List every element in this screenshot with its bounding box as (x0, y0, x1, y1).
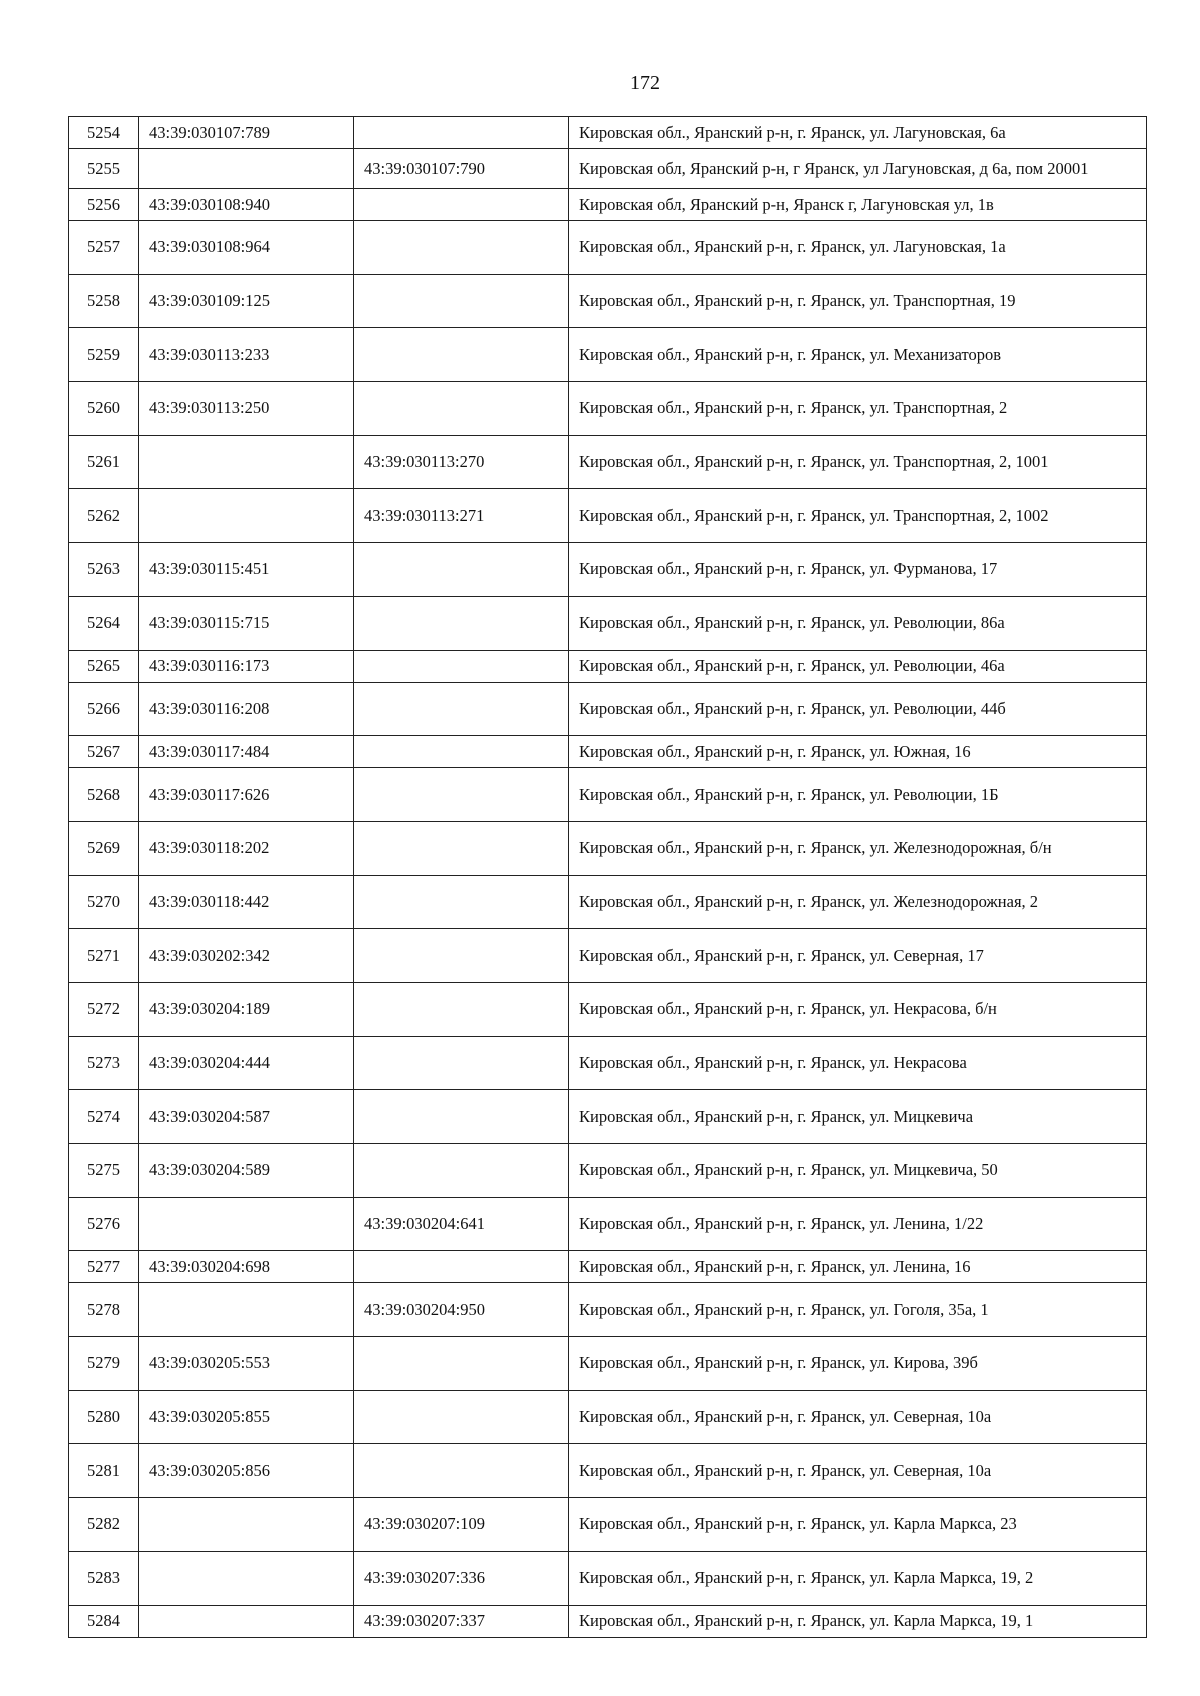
land-cadastral-cell (139, 1605, 354, 1637)
land-cadastral-cell: 43:39:030205:553 (139, 1337, 354, 1391)
address-cell: Кировская обл., Яранский р-н, г. Яранск, ул. Северная, 17 (569, 929, 1147, 983)
land-cadastral-cell: 43:39:030108:940 (139, 189, 354, 221)
table-row (69, 328, 1147, 382)
table-row (69, 736, 1147, 768)
table-row (69, 1036, 1147, 1090)
row-number-cell: 5283 (69, 1551, 139, 1605)
table-row (69, 1283, 1147, 1337)
land-cadastral-cell: 43:39:030113:250 (139, 382, 354, 436)
address-cell: Кировская обл., Яранский р-н, г. Яранск, ул. Северная, 10а (569, 1444, 1147, 1498)
land-cadastral-cell: 43:39:030107:789 (139, 117, 354, 149)
row-number-cell: 5275 (69, 1144, 139, 1198)
land-cadastral-cell: 43:39:030202:342 (139, 929, 354, 983)
table-row (69, 682, 1147, 736)
table-row (69, 1605, 1147, 1637)
land-cadastral-cell (139, 435, 354, 489)
land-cadastral-cell: 43:39:030113:233 (139, 328, 354, 382)
address-cell: Кировская обл., Яранский р-н, г. Яранск, ул. Северная, 10а (569, 1390, 1147, 1444)
table-row (69, 821, 1147, 875)
address-cell: Кировская обл., Яранский р-н, г. Яранск, ул. Лагуновская, 6а (569, 117, 1147, 149)
address-cell: Кировская обл., Яранский р-н, г. Яранск, ул. Революции, 86а (569, 596, 1147, 650)
land-cadastral-cell (139, 149, 354, 189)
object-cadastral-cell: 43:39:030204:641 (354, 1197, 569, 1251)
object-cadastral-cell (354, 543, 569, 597)
object-cadastral-cell (354, 596, 569, 650)
object-cadastral-cell: 43:39:030204:950 (354, 1283, 569, 1337)
object-cadastral-cell (354, 1036, 569, 1090)
object-cadastral-cell (354, 982, 569, 1036)
object-cadastral-cell (354, 382, 569, 436)
land-cadastral-cell (139, 489, 354, 543)
address-cell: Кировская обл, Яранский р-н, Яранск г, Лагуновская ул, 1в (569, 189, 1147, 221)
object-cadastral-cell (354, 189, 569, 221)
table-row (69, 1498, 1147, 1552)
row-number-cell: 5280 (69, 1390, 139, 1444)
object-cadastral-cell (354, 117, 569, 149)
land-cadastral-cell: 43:39:030204:587 (139, 1090, 354, 1144)
row-number-cell: 5259 (69, 328, 139, 382)
row-number-cell: 5265 (69, 650, 139, 682)
address-cell: Кировская обл., Яранский р-н, г. Яранск, ул. Карла Маркса, 19, 2 (569, 1551, 1147, 1605)
registry-table-body (69, 117, 1147, 1638)
address-cell: Кировская обл, Яранский р-н, г Яранск, ул Лагуновская, д 6а, пом 20001 (569, 149, 1147, 189)
row-number-cell: 5267 (69, 736, 139, 768)
table-row (69, 875, 1147, 929)
table-row (69, 489, 1147, 543)
row-number-cell: 5254 (69, 117, 139, 149)
table-row (69, 1551, 1147, 1605)
address-cell: Кировская обл., Яранский р-н, г. Яранск, ул. Лагуновская, 1а (569, 221, 1147, 275)
land-cadastral-cell: 43:39:030115:715 (139, 596, 354, 650)
table-row (69, 274, 1147, 328)
object-cadastral-cell: 43:39:030113:270 (354, 435, 569, 489)
row-number-cell: 5269 (69, 821, 139, 875)
table-row (69, 149, 1147, 189)
table-row (69, 1337, 1147, 1391)
address-cell: Кировская обл., Яранский р-н, г. Яранск, ул. Мицкевича, 50 (569, 1144, 1147, 1198)
row-number-cell: 5281 (69, 1444, 139, 1498)
object-cadastral-cell (354, 328, 569, 382)
land-cadastral-cell (139, 1498, 354, 1552)
address-cell: Кировская обл., Яранский р-н, г. Яранск, ул. Революции, 44б (569, 682, 1147, 736)
address-cell: Кировская обл., Яранский р-н, г. Яранск, ул. Механизаторов (569, 328, 1147, 382)
object-cadastral-cell (354, 274, 569, 328)
row-number-cell: 5266 (69, 682, 139, 736)
address-cell: Кировская обл., Яранский р-н, г. Яранск, ул. Мицкевича (569, 1090, 1147, 1144)
object-cadastral-cell (354, 929, 569, 983)
table-row (69, 1197, 1147, 1251)
row-number-cell: 5257 (69, 221, 139, 275)
land-cadastral-cell: 43:39:030118:442 (139, 875, 354, 929)
table-row (69, 1390, 1147, 1444)
address-cell: Кировская обл., Яранский р-н, г. Яранск, ул. Некрасова (569, 1036, 1147, 1090)
object-cadastral-cell: 43:39:030207:109 (354, 1498, 569, 1552)
land-cadastral-cell: 43:39:030118:202 (139, 821, 354, 875)
object-cadastral-cell (354, 821, 569, 875)
address-cell: Кировская обл., Яранский р-н, г. Яранск, ул. Транспортная, 2, 1002 (569, 489, 1147, 543)
row-number-cell: 5276 (69, 1197, 139, 1251)
row-number-cell: 5268 (69, 768, 139, 822)
land-cadastral-cell (139, 1283, 354, 1337)
row-number-cell: 5273 (69, 1036, 139, 1090)
row-number-cell: 5261 (69, 435, 139, 489)
table-row (69, 435, 1147, 489)
row-number-cell: 5278 (69, 1283, 139, 1337)
address-cell: Кировская обл., Яранский р-н, г. Яранск, ул. Революции, 1Б (569, 768, 1147, 822)
address-cell: Кировская обл., Яранский р-н, г. Яранск, ул. Транспортная, 2, 1001 (569, 435, 1147, 489)
address-cell: Кировская обл., Яранский р-н, г. Яранск, ул. Железнодорожная, 2 (569, 875, 1147, 929)
object-cadastral-cell: 43:39:030107:790 (354, 149, 569, 189)
object-cadastral-cell (354, 221, 569, 275)
object-cadastral-cell (354, 1390, 569, 1444)
row-number-cell: 5284 (69, 1605, 139, 1637)
row-number-cell: 5258 (69, 274, 139, 328)
land-cadastral-cell: 43:39:030204:444 (139, 1036, 354, 1090)
land-cadastral-cell: 43:39:030117:484 (139, 736, 354, 768)
object-cadastral-cell: 43:39:030207:336 (354, 1551, 569, 1605)
table-row (69, 929, 1147, 983)
address-cell: Кировская обл., Яранский р-н, г. Яранск, ул. Ленина, 1/22 (569, 1197, 1147, 1251)
row-number-cell: 5262 (69, 489, 139, 543)
address-cell: Кировская обл., Яранский р-н, г. Яранск, ул. Железнодорожная, б/н (569, 821, 1147, 875)
row-number-cell: 5260 (69, 382, 139, 436)
object-cadastral-cell: 43:39:030113:271 (354, 489, 569, 543)
table-row (69, 221, 1147, 275)
address-cell: Кировская обл., Яранский р-н, г. Яранск, ул. Транспортная, 19 (569, 274, 1147, 328)
land-cadastral-cell: 43:39:030204:698 (139, 1251, 354, 1283)
object-cadastral-cell (354, 1144, 569, 1198)
land-cadastral-cell: 43:39:030109:125 (139, 274, 354, 328)
land-cadastral-cell (139, 1551, 354, 1605)
table-row (69, 1144, 1147, 1198)
table-row (69, 982, 1147, 1036)
object-cadastral-cell (354, 650, 569, 682)
land-cadastral-cell (139, 1197, 354, 1251)
address-cell: Кировская обл., Яранский р-н, г. Яранск, ул. Транспортная, 2 (569, 382, 1147, 436)
address-cell: Кировская обл., Яранский р-н, г. Яранск, ул. Революции, 46а (569, 650, 1147, 682)
row-number-cell: 5255 (69, 149, 139, 189)
land-cadastral-cell: 43:39:030205:855 (139, 1390, 354, 1444)
table-row (69, 543, 1147, 597)
object-cadastral-cell (354, 875, 569, 929)
object-cadastral-cell (354, 1090, 569, 1144)
address-cell: Кировская обл., Яранский р-н, г. Яранск, ул. Кирова, 39б (569, 1337, 1147, 1391)
land-cadastral-cell: 43:39:030115:451 (139, 543, 354, 597)
row-number-cell: 5272 (69, 982, 139, 1036)
address-cell: Кировская обл., Яранский р-н, г. Яранск, ул. Карла Маркса, 19, 1 (569, 1605, 1147, 1637)
row-number-cell: 5277 (69, 1251, 139, 1283)
land-cadastral-cell: 43:39:030117:626 (139, 768, 354, 822)
land-cadastral-cell: 43:39:030204:589 (139, 1144, 354, 1198)
table-row (69, 768, 1147, 822)
table-row (69, 650, 1147, 682)
land-cadastral-cell: 43:39:030116:173 (139, 650, 354, 682)
row-number-cell: 5270 (69, 875, 139, 929)
object-cadastral-cell (354, 736, 569, 768)
row-number-cell: 5279 (69, 1337, 139, 1391)
address-cell: Кировская обл., Яранский р-н, г. Яранск, ул. Ленина, 16 (569, 1251, 1147, 1283)
row-number-cell: 5271 (69, 929, 139, 983)
row-number-cell: 5274 (69, 1090, 139, 1144)
row-number-cell: 5263 (69, 543, 139, 597)
address-cell: Кировская обл., Яранский р-н, г. Яранск, ул. Некрасова, б/н (569, 982, 1147, 1036)
object-cadastral-cell (354, 1251, 569, 1283)
table-row (69, 1444, 1147, 1498)
land-cadastral-cell: 43:39:030204:189 (139, 982, 354, 1036)
object-cadastral-cell (354, 682, 569, 736)
address-cell: Кировская обл., Яранский р-н, г. Яранск, ул. Карла Маркса, 23 (569, 1498, 1147, 1552)
table-row (69, 1251, 1147, 1283)
land-cadastral-cell: 43:39:030116:208 (139, 682, 354, 736)
table-row (69, 189, 1147, 221)
object-cadastral-cell (354, 1444, 569, 1498)
table-row (69, 382, 1147, 436)
address-cell: Кировская обл., Яранский р-н, г. Яранск, ул. Южная, 16 (569, 736, 1147, 768)
address-cell: Кировская обл., Яранский р-н, г. Яранск, ул. Гоголя, 35а, 1 (569, 1283, 1147, 1337)
row-number-cell: 5256 (69, 189, 139, 221)
object-cadastral-cell: 43:39:030207:337 (354, 1605, 569, 1637)
address-cell: Кировская обл., Яранский р-н, г. Яранск, ул. Фурманова, 17 (569, 543, 1147, 597)
table-row (69, 596, 1147, 650)
object-cadastral-cell (354, 768, 569, 822)
page-number: 172 (630, 72, 660, 94)
object-cadastral-cell (354, 1337, 569, 1391)
row-number-cell: 5282 (69, 1498, 139, 1552)
land-cadastral-cell: 43:39:030108:964 (139, 221, 354, 275)
row-number-cell: 5264 (69, 596, 139, 650)
table-row (69, 1090, 1147, 1144)
registry-table (68, 116, 1147, 1638)
table-row (69, 117, 1147, 149)
land-cadastral-cell: 43:39:030205:856 (139, 1444, 354, 1498)
